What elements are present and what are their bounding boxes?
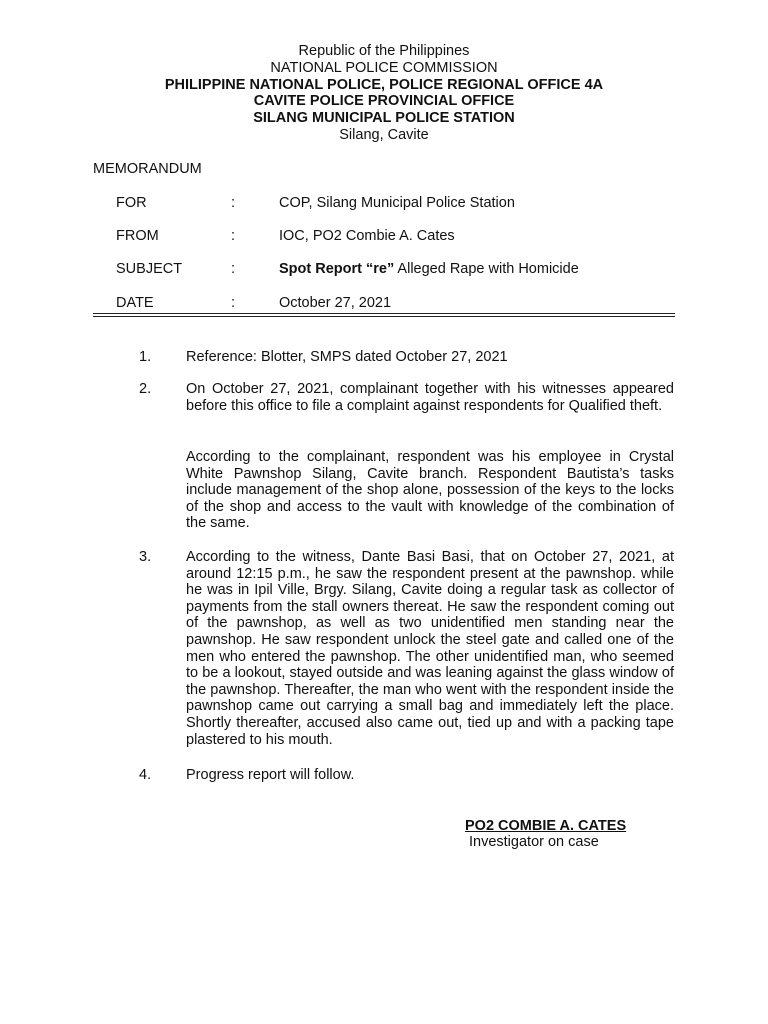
letterhead-commission: NATIONAL POLICE COMMISSION	[270, 59, 498, 76]
for-label: FOR	[116, 195, 147, 211]
date-value: October 27, 2021	[279, 295, 392, 311]
from-value: IOC, PO2 Combie A. Cates	[279, 228, 455, 244]
subject-colon: :	[231, 261, 236, 277]
subject-rest: Alleged Rape with Homicide	[394, 261, 579, 277]
letterhead-location: Silang, Cavite	[339, 126, 429, 143]
memo-field-subject	[0, 261, 768, 279]
item-text: Reference: Blotter, SMPS dated October 27, 2021	[186, 349, 508, 365]
header-rule-bottom	[93, 316, 675, 317]
item-number: 3.	[139, 549, 152, 565]
letterhead-provincial-office: CAVITE POLICE PROVINCIAL OFFICE	[253, 93, 515, 110]
letterhead-republic: Republic of the Philippines	[298, 43, 470, 59]
subject-value	[279, 261, 579, 277]
item-number: 4.	[139, 767, 152, 783]
from-label: FROM	[116, 228, 159, 244]
subject-label: SUBJECT	[116, 261, 183, 277]
from-colon: :	[231, 228, 236, 244]
for-value: COP, Silang Municipal Police Station	[279, 195, 515, 211]
letterhead-regional-office: PHILIPPINE NATIONAL POLICE, POLICE REGIONAL OFFICE 4A	[164, 76, 604, 93]
memo-field-for	[0, 195, 768, 213]
item-number: 1.	[139, 349, 152, 365]
item-text: Progress report will follow.	[186, 767, 355, 783]
subject-bold: Spot Report “re”	[279, 261, 395, 277]
item-text: On October 27, 2021, complainant together with his witnesses appeared before this office to file a complaint against respondents for Qualified theft.	[186, 381, 674, 414]
memo-title: MEMORANDUM	[93, 161, 202, 177]
date-label: DATE	[116, 295, 154, 311]
letterhead	[0, 43, 768, 144]
for-colon: :	[231, 195, 236, 211]
date-colon: :	[231, 295, 236, 311]
header-rule-top	[93, 313, 675, 314]
letterhead-station: SILANG MUNICIPAL POLICE STATION	[253, 110, 515, 127]
memo-field-from	[0, 228, 768, 246]
memo-field-date	[0, 295, 768, 313]
item-text-paragraph-2: According to the complainant, respondent was his employee in Crystal White Pawnshop Silang, Cavite branch. Respondent Bautista’s tasks include management of the shop alone, possession of the keys to the locks of the shop and access to the vault with knowledge of the combination of the same.	[186, 449, 674, 532]
item-text: According to the witness, Dante Basi Basi, that on October 27, 2021, at around 12:15 p.m., he saw the respondent present at the pawnshop. while he was in Ipil Ville, Brgy. Silang, Cavite doing a regular task as collector of payments from the stall owners thereat. He saw the respondent coming out of the pawnshop, as well as two unidentified men standing near the pawnshop. He saw respondent unlock the steel gate and called one of the men who entered the pawnshop. The other unidentified man, who seemed to be a lookout, stayed outside and was leaning against the glass window of the pawnshop. Thereafter, the man who went with the respondent inside the pawnshop came out carrying a small bag and immediately left the place. Shortly thereafter, accused also came out, tied up and with a packing tape plastered to his mouth.	[186, 549, 674, 748]
item-number: 2.	[139, 381, 152, 397]
signatory-title: Investigator on case	[469, 834, 599, 850]
signatory-name: PO2 COMBIE A. CATES	[465, 818, 627, 834]
